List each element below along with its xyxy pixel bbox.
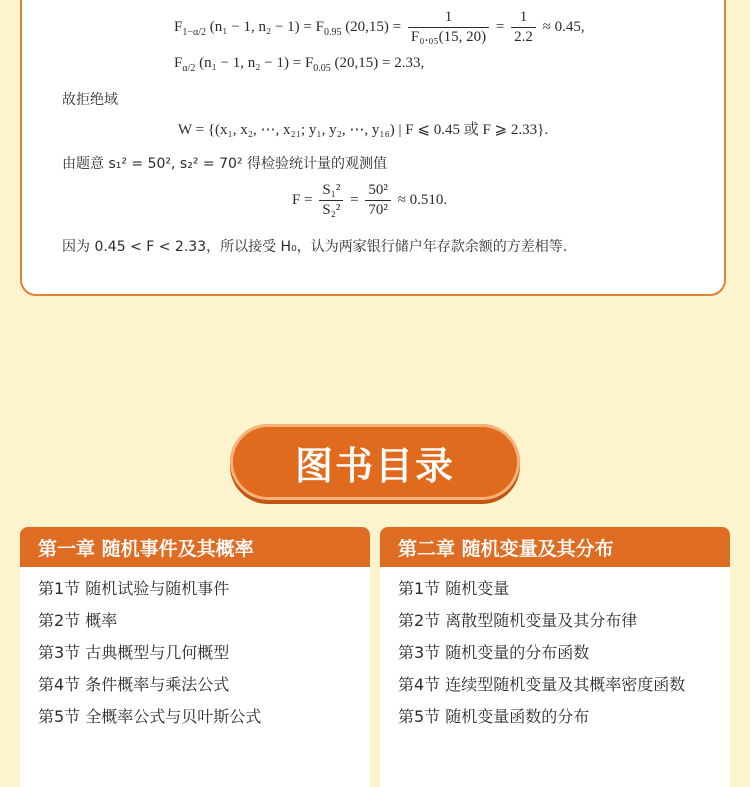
section-item: 第3节 随机变量的分布函数 [398,643,590,662]
fraction-denominator: 2.2 [511,27,536,45]
f-upper-args: (n₁ − 1, n₂ − 1) = F [199,55,314,71]
formula-f-lower [174,10,585,45]
stat-result: ≈ 0.510. [397,191,448,208]
solution-card [20,0,726,296]
f-lower-subscript2: 0.95 [323,26,342,38]
f-symbol: F [174,18,183,35]
f-lower-subscript: 1−α/2 [182,26,207,38]
given-text: 由题意 s₁² = 50², s₂² = 70² 得检验统计量的观测值 [62,156,387,172]
reject-label: 故拒绝域 [62,92,118,108]
section-item: 第4节 连续型随机变量及其概率密度函数 [398,675,686,694]
statistic-formula [292,183,447,218]
toc-chapter-1 [20,527,370,787]
reject-region: W = {(x₁, x₂, ⋯, x₂₁; y₁, y₂, ⋯, y₁₆) | F ⩽ 0.45 或 F ⩾ 2.33}. [178,122,549,138]
section-item: 第4节 条件概率与乘法公式 [38,675,230,694]
f-upper-subscript: α/2 [182,63,196,74]
fraction-denominator: 70² [365,200,391,218]
section-item: 第1节 随机试验与随机事件 [38,579,230,598]
fraction-denominator: F₀.₀₅(15, 20) [408,27,489,45]
fraction-numerator: 50² [368,182,388,198]
section-item: 第2节 概率 [38,611,118,630]
stat-fraction2 [365,183,391,218]
f-lower-result: ≈ 0.45, [542,18,585,35]
section-item: 第1节 随机变量 [398,579,510,598]
chapter-heading: 第二章 随机变量及其分布 [380,527,730,567]
conclusion-text: 因为 0.45 < F < 2.33，所以接受 H₀，认为两家银行储户年存款余额的方差相等. [62,239,568,255]
f-lower-args: (n₁ − 1, n₂ − 1) = F [209,18,324,35]
f-lower-mid: (20,15) = [345,18,402,35]
f-lower-fraction2 [511,10,536,45]
stat-lhs: F = [292,191,313,208]
equals-sign: = [495,18,505,35]
toc-chapter-2 [380,527,730,787]
f-symbol: F [174,55,183,71]
f-upper-result: (20,15) = 2.33, [334,55,425,71]
fraction-numerator: 1 [519,9,528,25]
fraction-denominator: S₂² [319,200,343,218]
toc-title-banner [230,424,520,500]
section-item: 第2节 离散型随机变量及其分布律 [398,611,638,630]
toc-title: 图书目录 [294,443,455,488]
chapter-heading: 第一章 随机事件及其概率 [20,527,370,567]
f-upper-subscript2: 0.05 [313,63,331,74]
fraction-numerator: S₁² [322,182,341,198]
stat-fraction [319,183,343,218]
equals-sign: = [350,191,359,208]
fraction-numerator: 1 [444,9,453,25]
formula-f-upper [174,56,424,74]
f-lower-fraction [408,10,489,45]
section-item: 第3节 古典概型与几何概型 [38,643,230,662]
chapter-sections [380,567,730,787]
section-item: 第5节 全概率公式与贝叶斯公式 [38,707,262,726]
section-item: 第5节 随机变量函数的分布 [398,707,590,726]
chapter-sections [20,567,370,787]
